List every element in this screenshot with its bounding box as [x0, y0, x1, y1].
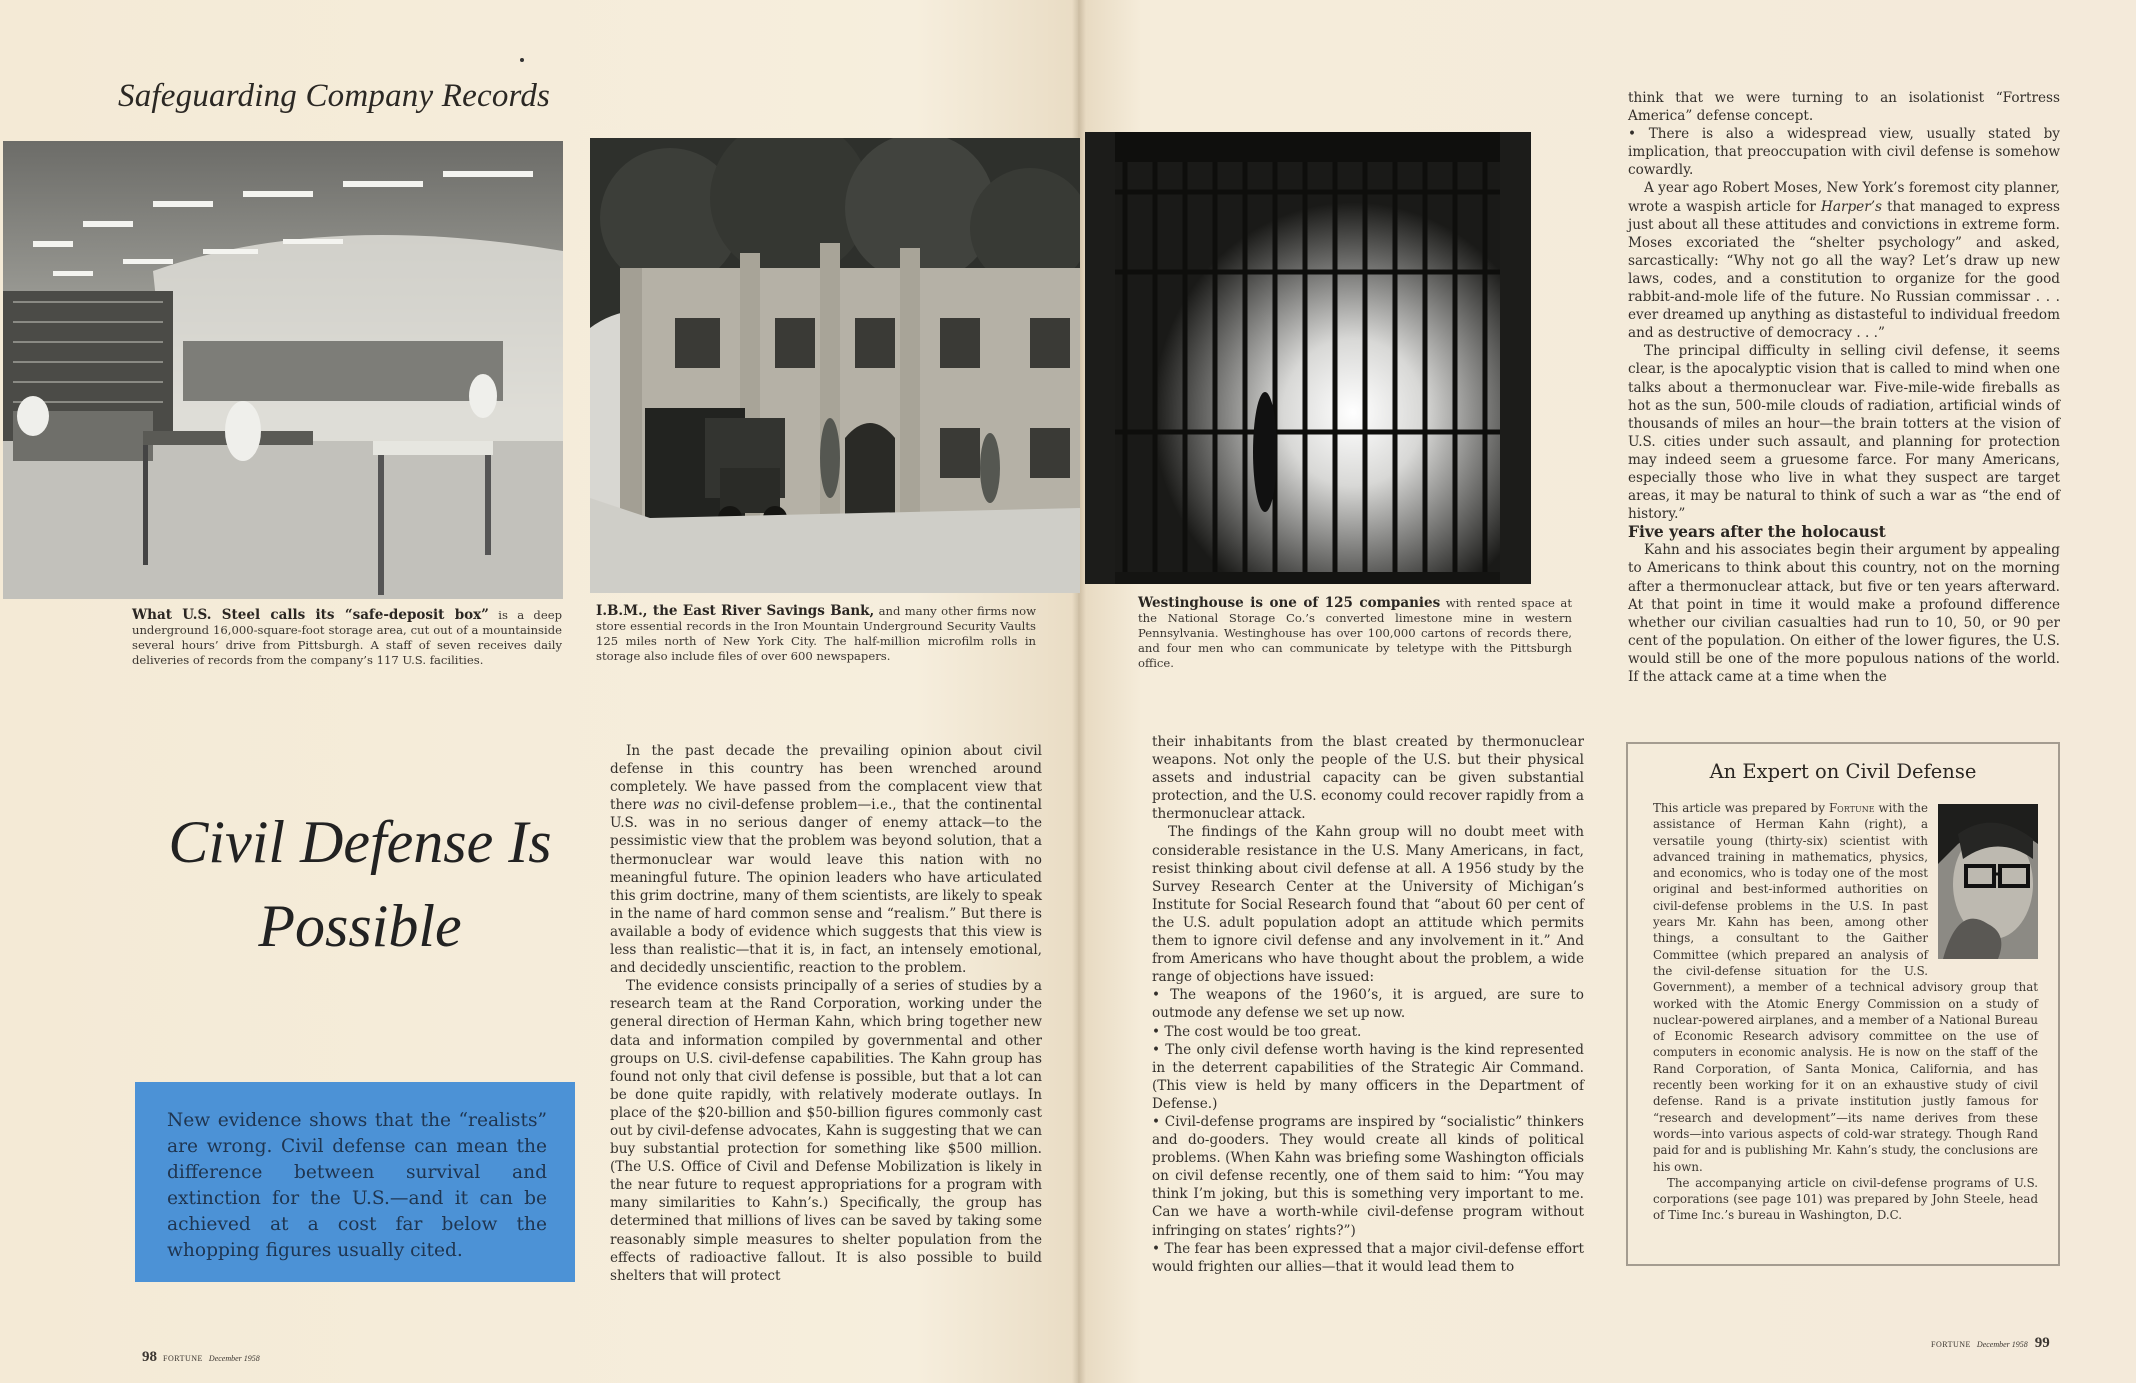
objection-bullet: • The cost would be too great. — [1152, 1023, 1362, 1040]
sidebar-paragraph: The accompanying article on civil-defense programs of U.S. corporations (see page 101) was prepared by John Steele, head of Time Inc.’s bureau in Washington, D.C. — [1653, 1175, 2038, 1223]
headline-line-1: Civil Defense Is — [168, 809, 552, 875]
objection-bullet: • Civil-defense programs are inspired by “socialistic” thinkers and do-gooders. They would create all kinds of political problems. (When Kahn was briefing some Washington officials on civil defense recently, one of them said to him: “You may think I’m joking, but this is something very important to me. Can we have a worth-while civil-defense program without infringing on states’ rights?”) — [1152, 1113, 1584, 1239]
magazine-name: FORTUNE — [163, 1354, 203, 1363]
sidebar-body — [1653, 800, 2038, 1224]
issue-date: December 1958 — [1976, 1340, 2028, 1349]
sidebar-expert-box — [1626, 742, 2060, 1266]
text-run: This article was prepared by — [1653, 801, 1829, 815]
subheading: Five years after the holocaust — [1628, 522, 1886, 542]
caption-westinghouse-body: with rented space at the National Storage Co.’s converted limestone mine in western Pennsylvania. Westinghouse has over 100,000 cartons of records there, and four men who can communicate by teletype with the Pittsburgh office. — [1138, 596, 1572, 670]
paragraph: Kahn and his associates begin their argument by appealing to Americans to think about this country, not on the morning after a thermonuclear attack, but five or ten years afterward. At that point in time it would make a profound difference whether our civilian casualties had run to 10, 50, or 90 per cent of the population. On either of the lower figures, the U.S. would still be one of the more populous nations of the world. If the attack came at a time when the — [1628, 542, 2060, 685]
text-run: A year ago Robert Moses, New York’s foremost city planner, wrote a waspish article for — [1628, 180, 2060, 215]
headline-line-2: Possible — [258, 893, 462, 959]
caption-iron-mountain-lead: I.B.M., the East River Savings Bank, — [596, 603, 875, 619]
print-speck — [520, 58, 524, 62]
caption-westinghouse — [1138, 596, 1572, 671]
paragraph — [1628, 179, 2060, 342]
caption-iron-mountain-body: and many other firms now store essential records in the Iron Mountain Underground Security Vaults 125 miles north of New York City. The half-million microfilm rolls in storage also include files of over 600 newspapers. — [596, 604, 1036, 663]
emphasis: was — [652, 797, 680, 814]
paragraph: their inhabitants from the blast created by thermonuclear weapons. Not only the people of the U.S. but their physical assets and industrial capacity can be given substantial protection, and the U.S. economy could recover rapidly from a thermonuclear attack. — [1152, 734, 1584, 823]
portrait-kahn-image — [1938, 804, 2038, 959]
page-number: 98 — [142, 1349, 157, 1365]
portrait-kahn — [1938, 804, 2038, 959]
objection-bullet: • There is also a widespread view, usually stated by implication, that preoccupation with civil defense is somehow cowardly. — [1628, 126, 2060, 179]
paragraph: The principal difficulty in selling civil defense, it seems clear, is the apocalyptic vision that is called to mind when one talks about a thermonuclear war. Five-mile-wide fireballs as hot as the sun, 500-mile clouds of radiation, artificial winds of thousands of miles an hour—the brain totters at the vision of U.S. cities under such assault, and planning for protection may indeed seem a gruesome farce. For many Americans, especially those who live in what they suspect are target areas, it may be natural to think of such a war as “the end of history.” — [1628, 343, 2060, 523]
magazine-name: Fortune — [1829, 801, 1875, 815]
text-run: that managed to express just about all these attitudes and convictions in extreme form. Moses excoriated the “shelter psychology” and asked, sarcastically: “Why not go all the way? Let’s draw up new laws, codes, and a constitution to organize for the good rabbit-and-mole life of the future. No Russian commissar . . . ever dreamed up anything as distasteful to individual freedom and as destructive of democracy . . .” — [1628, 198, 2060, 342]
photo-iron-mountain-image — [590, 138, 1080, 593]
caption-westinghouse-lead: Westinghouse is one of 125 companies — [1138, 595, 1441, 611]
issue-date: December 1958 — [208, 1354, 260, 1363]
objection-bullet: • The only civil defense worth having is the kind represented in the deterrent capabilities of the Strategic Air Command. (This view is held by many officers in the Department of Defense.) — [1152, 1041, 1584, 1112]
paragraph — [610, 742, 1042, 977]
photo-ussteel-vault — [3, 141, 563, 599]
paragraph: The findings of the Kahn group will no doubt meet with considerable resistance in the U.S. Many Americans, in fact, resist thinking about civil defense at all. A 1956 study by the Survey Research Center at the University of Michigan’s Institute for Social Research found that “about 60 per cent of the U.S. adult population adopt an attitude which permits them to ignore civil defense and any involvement in it.” And from Americans who have thought about the problem, a wide range of objections have issued: — [1152, 824, 1584, 986]
pull-quote-text: New evidence shows that the “realists” are wrong. Civil defense can mean the difference between survival and extinction for the U.S.—and it can be achieved at a cost far below the whopping figures usually cited. — [167, 1110, 547, 1261]
section-title: Safeguarding Company Records — [118, 78, 551, 114]
photo-limestone-mine — [1085, 132, 1531, 584]
text-run: In the past decade the prevailing opinion about civil defense in this country has been wrenched around completely. We have passed from the complacent view that there — [610, 743, 1042, 814]
article-headline — [140, 800, 580, 968]
caption-ussteel-lead: What U.S. Steel calls its “safe-deposit box” — [132, 607, 489, 623]
paragraph: The evidence consists principally of a series of studies by a research team at the Rand Corporation, working under the general direction of Herman Kahn, which bring together new data and information compiled by governmental and other groups on U.S. civil-defense capabilities. The Kahn group has found not only that civil defense is possible, but that a lot can be done quite rapidly, with relatively moderate outlays. In place of the $20-billion and $50-billion figures commonly cast out by civil-defense advocates, Kahn is suggesting that we can buy substantial protection for something like $500 million. (The U.S. Office of Civil and Defense Mobilization is likely in the near future to request appropriations for a program with many similarities to Kahn’s.) Specifically, the group has determined that millions of lives can be saved by taking some reasonably simple measures to shelter population from the effects of radioactive fallout. It is also possible to build shelters that will protect — [610, 978, 1042, 1284]
magazine-name: FORTUNE — [1931, 1340, 1971, 1349]
caption-ussteel — [132, 608, 562, 668]
article-column-1 — [610, 742, 1042, 1285]
page-number: 99 — [2034, 1335, 2050, 1351]
text-run: with the assistance of Herman Kahn (right), a versatile young (thirty-six) scientist with advanced training in mathematics, physics, and economics, who is today one of the most original and best-informed authorities on civil-defense problems in the U.S. In past years Mr. Kahn has been, among other things, a consultant to the Gaither Committee (which prepared an analysis of the civil-defense situation for the U.S. Government), a member of a technical advisory group that worked with the Atomic Energy Commission on a study of nuclear-powered airplanes, and a member of a National Bureau of Economic Research advisory committee on the use of computers in economic analysis. He is now on the staff of the Rand Corporation, of Santa Monica, California, and has recently been working for it on an exhaustive study of civil defense. Rand is a private institution justly famous for “research and development”—its name derives from these words—into various aspects of cold-war strategy. Though Rand paid for and is publishing Mr. Kahn’s study, the conclusions are his own. — [1653, 801, 2038, 1174]
caption-ussteel-body: is a deep underground 16,000-square-foot storage area, cut out of a mountainside several hours’ drive from Pittsburgh. A staff of seven receives daily deliveries of records from the company’s 117 U.S. facilities. — [132, 608, 562, 667]
photo-limestone-mine-image — [1085, 132, 1531, 584]
article-column-3 — [1628, 89, 2060, 686]
objection-bullet: • The fear has been expressed that a major civil-defense effort would frighten our allies—that it would lead them to — [1152, 1240, 1584, 1275]
text-run: no civil-defense problem—i.e., that the continental U.S. was in no serious danger of enemy attack—to the pessimistic view that the problem was beyond solution, that a thermonuclear war would leave this nation with no meaningful future. The opinion leaders who have articulated this grim doctrine, many of them scientists, are likely to speak in the name of hard common sense and “realism.” But there is available a body of evidence which suggests that this view is less than realistic—that it is, in fact, an intensely emotional, and decidedly unscientific, reaction to the problem. — [610, 797, 1042, 977]
paragraph: think that we were turning to an isolationist “Fortress America” defense concept. — [1628, 90, 2060, 125]
photo-ussteel-image — [3, 141, 563, 599]
pull-quote-box — [135, 1082, 575, 1282]
photo-iron-mountain — [590, 138, 1080, 593]
folio-left — [142, 1349, 260, 1366]
sidebar-title: An Expert on Civil Defense — [1709, 760, 1977, 783]
folio-right — [1925, 1335, 2050, 1352]
article-column-2 — [1152, 733, 1584, 1276]
emphasis: Harper’s — [1821, 198, 1882, 215]
objection-bullet: • The weapons of the 1960’s, it is argued, are sure to outmode any defense we set up now. — [1152, 987, 1584, 1022]
caption-iron-mountain — [596, 604, 1036, 664]
